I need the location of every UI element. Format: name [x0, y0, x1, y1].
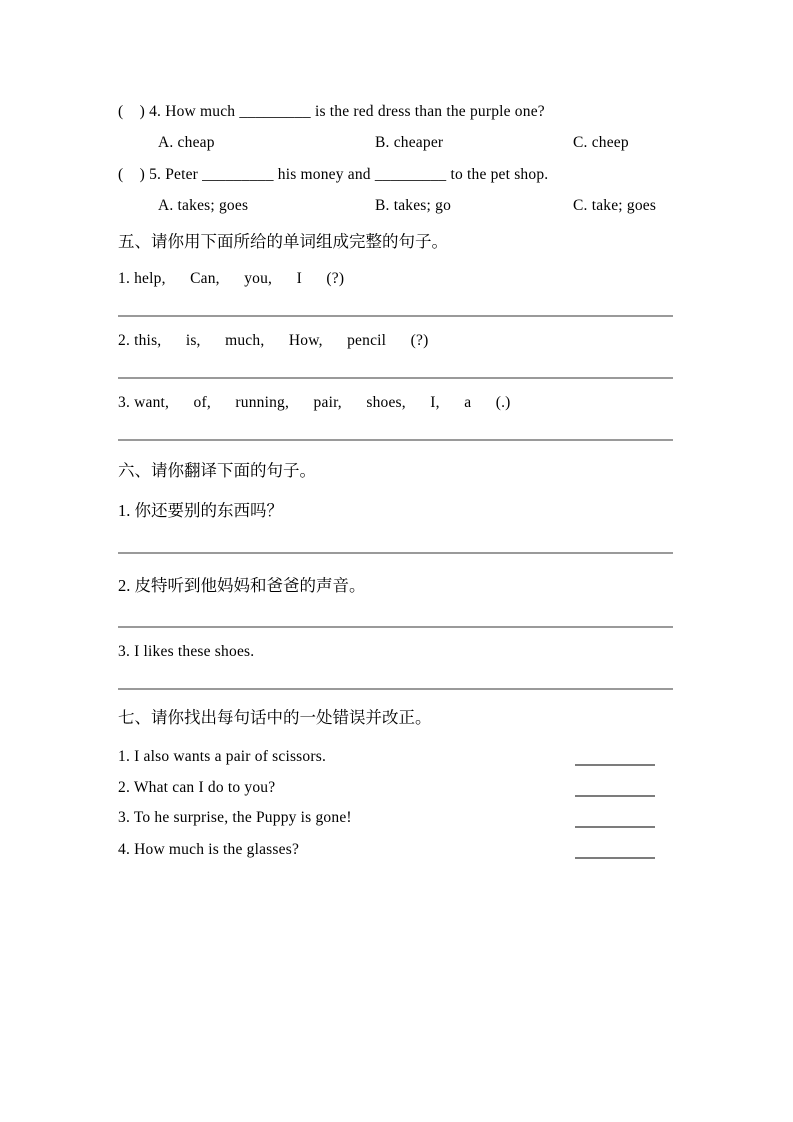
mc-q4-option-b: B. cheaper [375, 134, 444, 151]
answer-line-5-3 [118, 439, 673, 441]
mc-question-4: ( ) 4. How much _________ is the red dress than the purple one? [118, 103, 545, 120]
section-five-heading: 五、请你用下面所给的单词组成完整的句子。 [118, 232, 448, 251]
answer-line-6-2 [118, 626, 673, 628]
section-six-item-1: 1. 你还要别的东西吗？ [118, 501, 283, 520]
answer-line-6-1 [118, 552, 673, 554]
answer-line-5-2 [118, 377, 673, 379]
section-six-item-2: 2. 皮特听到他妈妈和爸爸的声音。 [118, 576, 366, 595]
section-seven-item-1: 1. I also wants a pair of scissors. [118, 748, 327, 765]
answer-line-5-1 [118, 315, 673, 317]
section-seven-item-3: 3. To he surprise, the Puppy is gone! [118, 809, 352, 826]
mc-q5-option-c: C. take; goes [573, 197, 657, 214]
section-five-item-2: 2. this, is, much, How, pencil (?) [118, 332, 429, 349]
correction-blank-2 [575, 795, 655, 797]
answer-line-6-3 [118, 688, 673, 690]
mc-q5-option-b: B. takes; go [375, 197, 452, 214]
section-six-item-3: 3. I likes these shoes. [118, 643, 255, 660]
correction-blank-3 [575, 826, 655, 828]
correction-blank-1 [575, 764, 655, 766]
mc-q5-option-a: A. takes; goes [158, 197, 249, 214]
mc-question-4-options [118, 132, 718, 154]
mc-question-5: ( ) 5. Peter _________ his money and _________ to the pet shop. [118, 166, 549, 183]
section-seven-item-4: 4. How much is the glasses? [118, 841, 300, 858]
mc-question-5-options [118, 195, 718, 217]
mc-q4-option-a: A. cheap [158, 134, 215, 151]
correction-blank-4 [575, 857, 655, 859]
section-six-heading: 六、请你翻译下面的句子。 [118, 461, 316, 480]
section-seven-item-2: 2. What can I do to you? [118, 779, 276, 796]
section-five-item-3: 3. want, of, running, pair, shoes, I, a (.) [118, 394, 511, 411]
section-seven-heading: 七、请你找出每句话中的一处错误并改正。 [118, 708, 432, 727]
section-five-item-1: 1. help, Can, you, I (?) [118, 270, 345, 287]
mc-q4-option-c: C. cheep [573, 134, 629, 151]
